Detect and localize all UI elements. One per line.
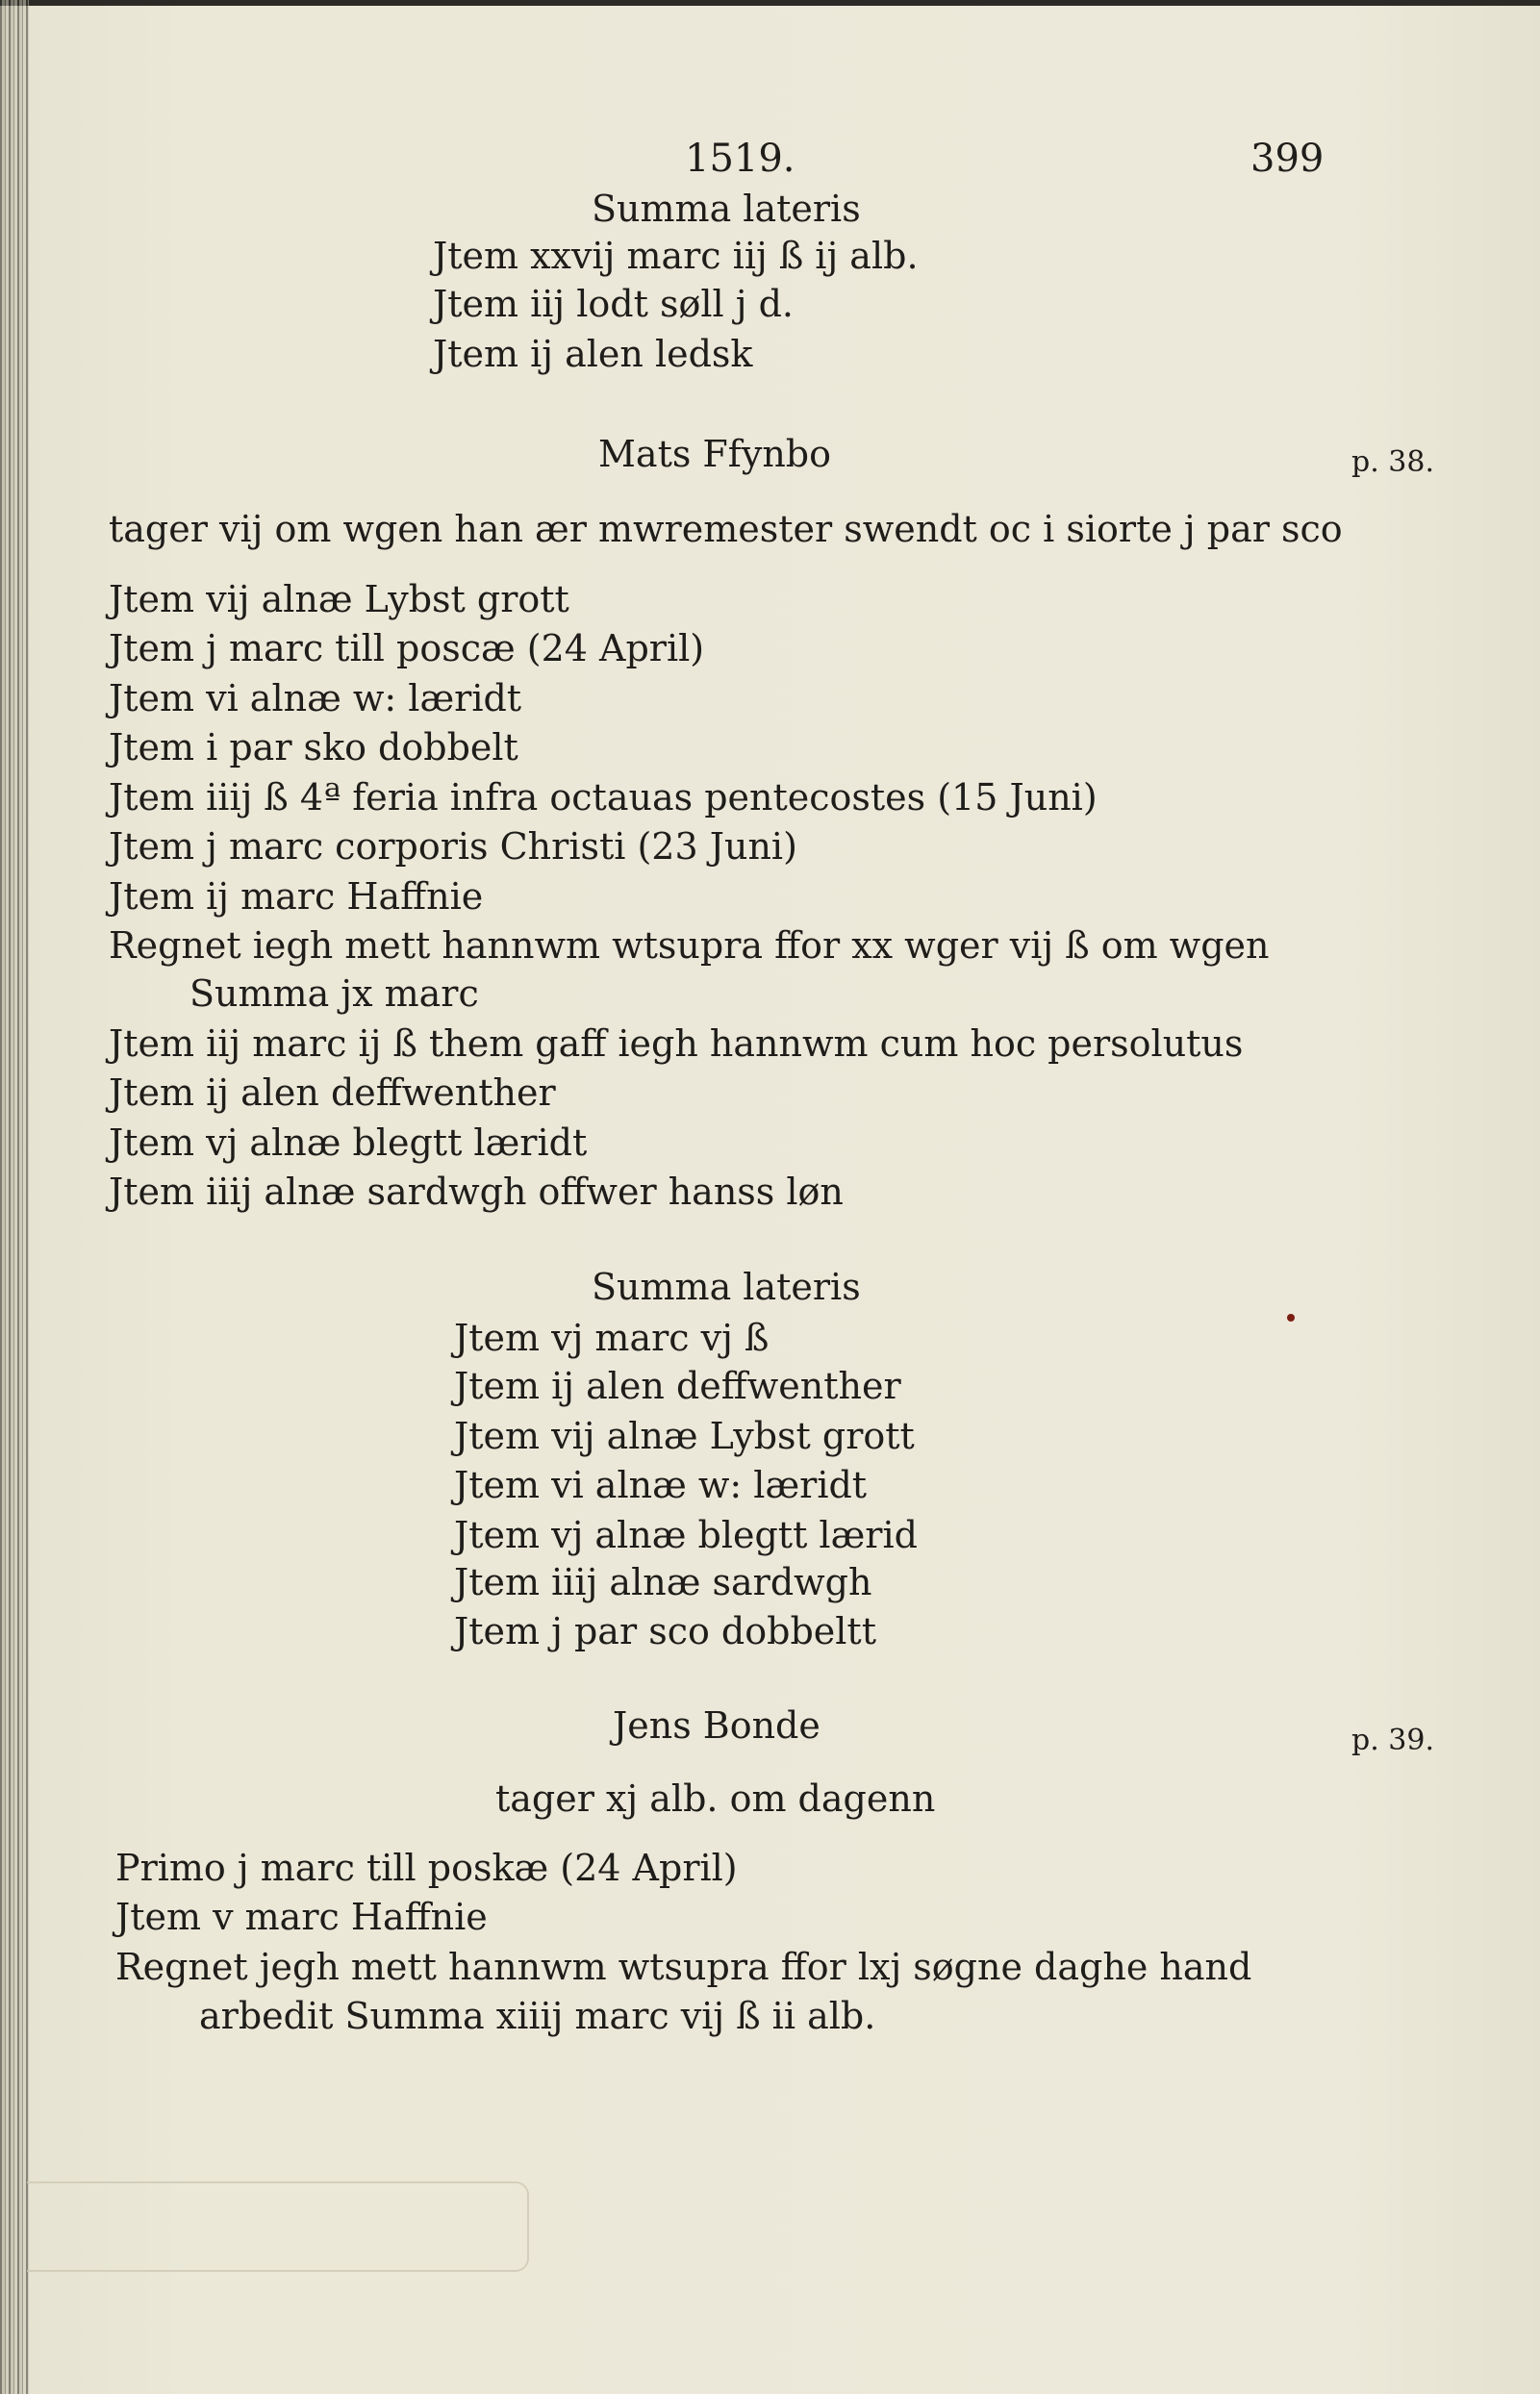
text-line: Jtem ij alen deffwenther [109, 1071, 556, 1114]
text-line: Primo j marc till poskæ (24 April) [115, 1847, 738, 1889]
text-line: Summa lateris [592, 1266, 861, 1308]
text-line: Jtem vi alnæ w: læridt [454, 1464, 868, 1506]
text-line: Jtem j marc till poscæ (24 April) [109, 627, 705, 669]
text-line: Jtem vj marc vj ß [454, 1317, 770, 1359]
text-line: Jtem ij marc Haffnie [109, 875, 484, 918]
text-line: Jtem ij alen deffwenther [454, 1365, 901, 1407]
library-stamp-outline [27, 2181, 529, 2272]
text-line: Regnet jegh mett hannwm wtsupra ffor lxj søgne daghe hand [115, 1946, 1252, 1988]
page-top-edge [0, 0, 1540, 6]
book-binding-edge [0, 0, 29, 2394]
text-line: Jtem vij alnæ Lybst grott [454, 1415, 915, 1457]
text-line: tager xj alb. om dagenn [495, 1777, 936, 1820]
text-line: Jtem iiij ß 4ª feria infra octauas pentecostes (15 Juni) [109, 776, 1098, 819]
text-line: Jtem vj alnæ blegtt læridt [109, 1121, 588, 1164]
text-line: Jtem xxvij marc iij ß ij alb. [433, 235, 919, 277]
text-line: Mats Ffynbo [598, 433, 831, 475]
text-line: Jtem ij alen ledsk [433, 333, 753, 375]
page-number: 399 [1250, 137, 1325, 181]
text-line: Jtem v marc Haffnie [115, 1896, 488, 1938]
text-line: Jtem j par sco dobbeltt [454, 1610, 876, 1652]
text-line: Jtem iiij alnæ sardwgh offwer hanss løn [109, 1171, 844, 1213]
text-line: Jtem i par sko dobbelt [109, 726, 518, 769]
text-line: Jens Bonde [613, 1704, 820, 1747]
text-line: Jtem vi alnæ w: læridt [109, 677, 522, 719]
text-line: Summa lateris [592, 188, 861, 230]
text-line: Jtem vj alnæ blegtt lærid [454, 1514, 918, 1556]
text-line: Jtem iiij alnæ sardwgh [454, 1561, 872, 1603]
text-line: Jtem iij lodt søll j d. [433, 283, 795, 325]
text-line: Regnet iegh mett hannwm wtsupra ffor xx wger vij ß om wgen [109, 924, 1270, 967]
page-year: 1519. [685, 137, 795, 181]
text-line: Jtem vij alnæ Lybst grott [109, 578, 569, 620]
margin-page-reference: p. 39. [1351, 1724, 1434, 1757]
margin-page-reference: p. 38. [1351, 445, 1434, 479]
text-line: arbedit Summa xiiij marc vij ß ii alb. [199, 1995, 876, 2037]
text-line: Jtem j marc corporis Christi (23 Juni) [109, 825, 797, 868]
text-line: Jtem iij marc ij ß them gaff iegh hannwm cum hoc persolutus [109, 1022, 1244, 1065]
text-line: Summa jx marc [189, 972, 479, 1015]
ink-mark [1287, 1314, 1295, 1322]
text-line: tager vij om wgen han ær mwremester swendt oc i siorte j par sco [109, 508, 1343, 550]
